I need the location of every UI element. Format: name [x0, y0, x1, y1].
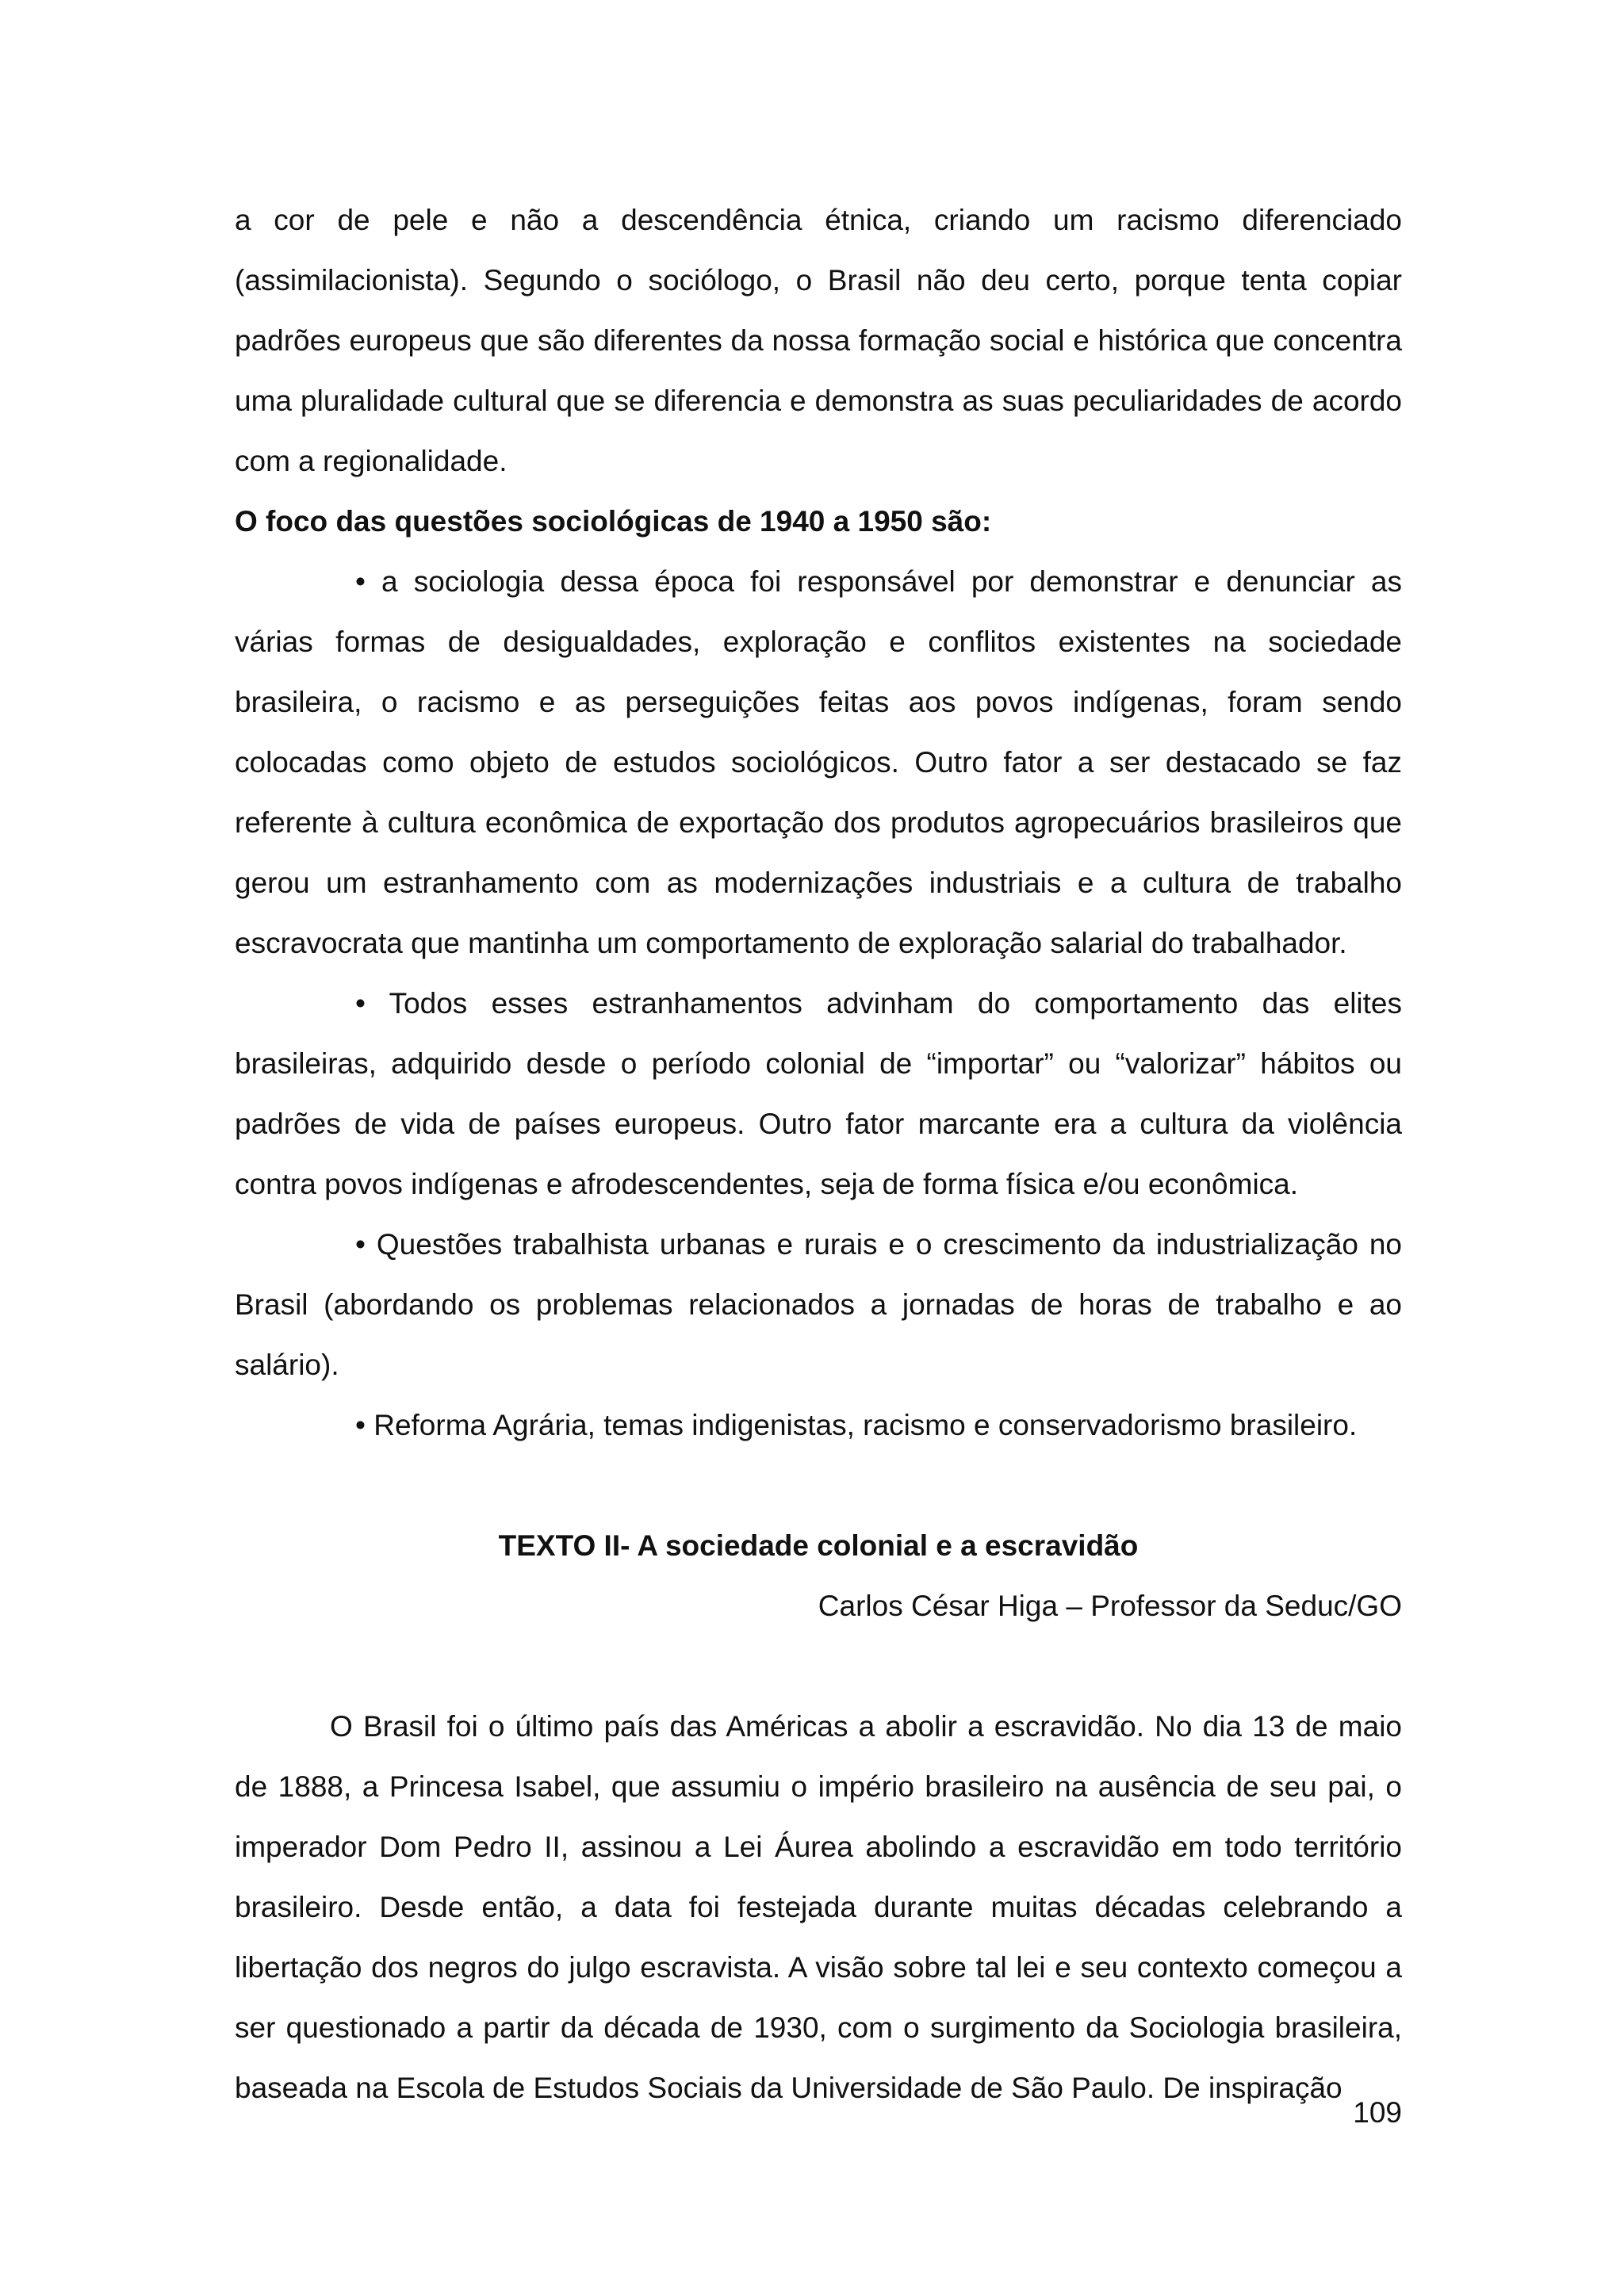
document-page [235, 190, 1402, 2118]
bullet-paragraph-3: • Questões trabalhista urbanas e rurais e o crescimento da industrialização no Brasil (abordando os problemas relacionados a jornadas de horas de trabalho e ao salário). [235, 1228, 1402, 1381]
bullet-paragraph-4: • Reforma Agrária, temas indigenistas, racismo e conservadorismo brasileiro. [355, 1409, 1358, 1441]
author-line: Carlos César Higa – Professor da Seduc/GO [818, 1590, 1402, 1622]
spacer [235, 1636, 1402, 1697]
text-title: TEXTO II- A sociedade colonial e a escravidão [498, 1529, 1139, 1562]
body-paragraph: O Brasil foi o último país das Américas a abolir a escravidão. No dia 13 de maio de 1888, a Princesa Isabel, que assumiu o império brasileiro na ausência de seu pai, o imperador Dom Pedro II, assinou a Lei Áurea abolindo a escravidão em todo território brasileiro. Desde então, a data foi festejada durante muitas décadas celebrando a libertação dos negros do julgo escravista. A visão sobre tal lei e seu contexto começou a ser questionado a partir da década de 1930, com o surgimento da Sociologia brasileira, baseada na Escola de Estudos Sociais da Universidade de São Paulo. De inspiração [235, 1710, 1402, 2104]
page-number: 109 [1353, 2096, 1402, 2129]
intro-paragraph: a cor de pele e não a descendência étnica, criando um racismo diferenciado (assimilacionista). Segundo o sociólogo, o Brasil não deu certo, porque tenta copiar padrões europeus que são diferentes da nossa formação social e histórica que concentra uma pluralidade cultural que se diferencia e demonstra as suas peculiaridades de acordo com a regionalidade. [235, 204, 1402, 477]
bullet-paragraph-1: • a sociologia dessa época foi responsável por demonstrar e denunciar as várias formas de desigualdades, exploração e conflitos existentes na sociedade brasileira, o racismo e as perseguições feitas aos povos indígenas, foram sendo colocadas como objeto de estudos sociológicos. Outro fator a ser destacado se faz referente à cultura econômica de exportação dos produtos agropecuários brasileiros que gerou um estranhamento com as modernizações industriais e a cultura de trabalho escravocrata que mantinha um comportamento de exploração salarial do trabalhador. [235, 565, 1402, 959]
section-heading: O foco das questões sociológicas de 1940 a 1950 são: [235, 505, 992, 538]
bullet-paragraph-2: • Todos esses estranhamentos advinham do comportamento das elites brasileiras, adquirido desde o período colonial de “importar” ou “valorizar” hábitos ou padrões de vida de países europeus. Outro fator marcante era a cultura da violência contra povos indígenas e afrodescendentes, seja de forma física e/ou econômica. [235, 987, 1402, 1200]
